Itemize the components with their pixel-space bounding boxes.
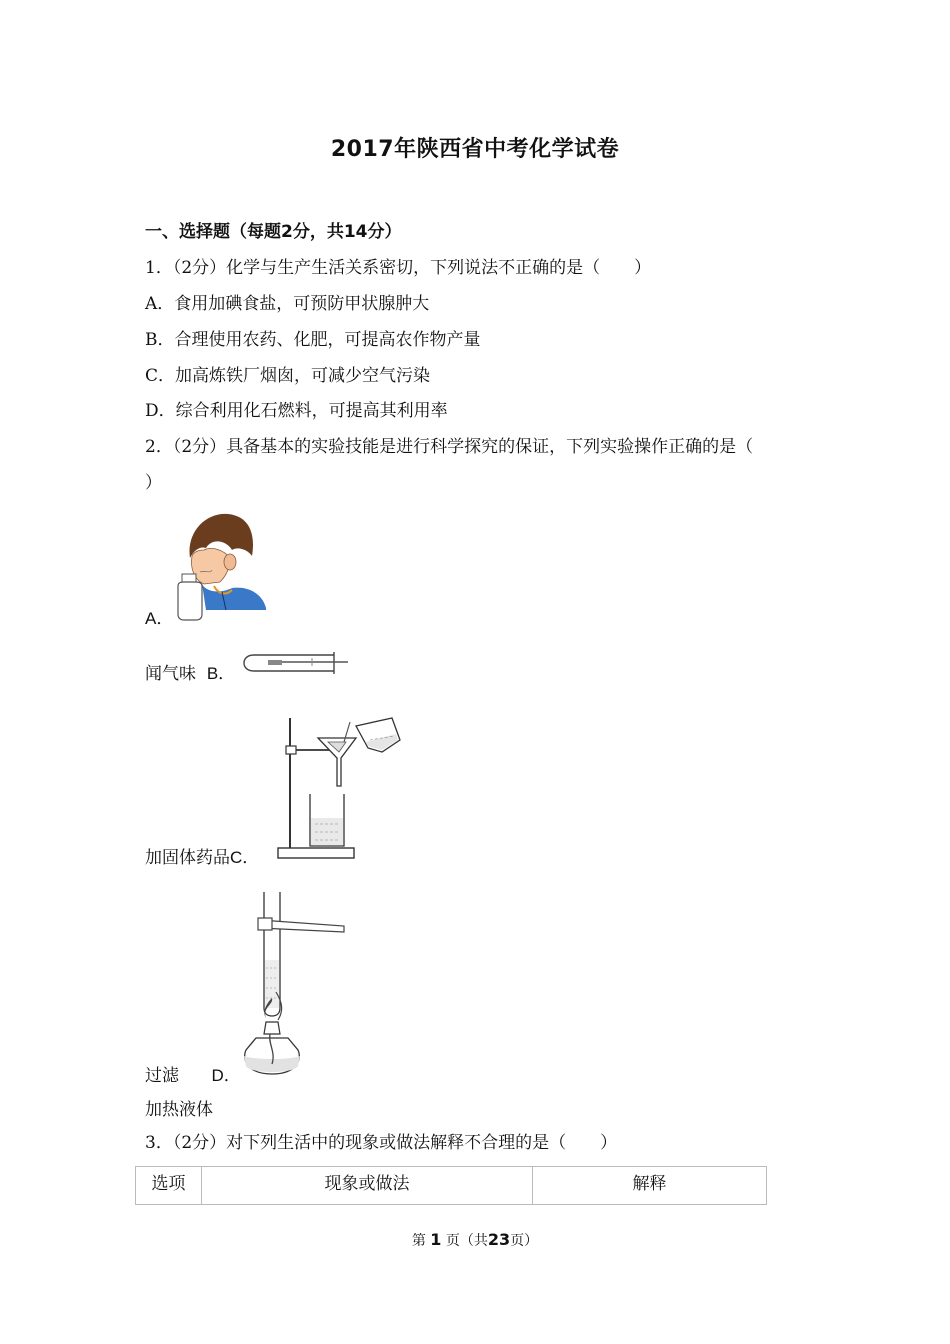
question-2-option-d-label: D． xyxy=(211,1066,241,1085)
question-1-option-c: C．加高炼铁厂烟囱，可减少空气污染 xyxy=(145,366,431,386)
heating-liquid-figure xyxy=(236,888,352,1080)
question-1-option-a: A．食用加碘食盐，可预防甲状腺肿大 xyxy=(145,294,430,314)
question-2-option-a-label: A． xyxy=(145,609,174,628)
question-2-option-a-caption: 闻气味 B． xyxy=(145,664,236,684)
question-1-option-b: B．合理使用农药、化肥，可提高农作物产量 xyxy=(145,330,481,350)
table-header-cell: 选项 xyxy=(136,1167,202,1205)
question-2-stem-line1: 2．（2分）具备基本的实验技能是进行科学探究的保证，下列实验操作正确的是（ xyxy=(145,437,754,457)
table-header-cell: 现象或做法 xyxy=(202,1167,533,1205)
question-3-table xyxy=(135,1166,767,1205)
page-total: 23 xyxy=(487,1230,511,1249)
question-1-stem: 1．（2分）化学与生产生活关系密切，下列说法不正确的是（ ） xyxy=(145,258,652,278)
question-3-stem: 3．（2分）对下列生活中的现象或做法解释不合理的是（ ） xyxy=(145,1133,618,1153)
page-title: 2017年陕西省中考化学试卷 xyxy=(330,137,620,162)
table-header-row xyxy=(136,1167,767,1205)
question-2-option-c-caption: 过滤 D． xyxy=(145,1066,241,1086)
question-2-stem-line2: ） xyxy=(145,473,162,493)
smelling-figure xyxy=(176,510,268,622)
question-2-option-c-label: C． xyxy=(230,848,260,867)
question-2-option-b-label: B． xyxy=(206,664,236,683)
page-footer: 第 1 页（共23页） xyxy=(411,1230,539,1249)
question-2-option-b-caption: 加固体药品C． xyxy=(145,848,260,868)
table-header-cell: 解释 xyxy=(533,1167,767,1205)
question-1-option-d: D．综合利用化石燃料，可提高其利用率 xyxy=(145,401,448,421)
page-number: 1 xyxy=(430,1230,442,1249)
test-tube-figure xyxy=(242,652,352,674)
filtration-figure xyxy=(270,712,410,864)
question-2-option-d-caption: 加热液体 xyxy=(145,1100,213,1120)
section-heading: 一、选择题（每题2分，共14分） xyxy=(145,222,402,242)
